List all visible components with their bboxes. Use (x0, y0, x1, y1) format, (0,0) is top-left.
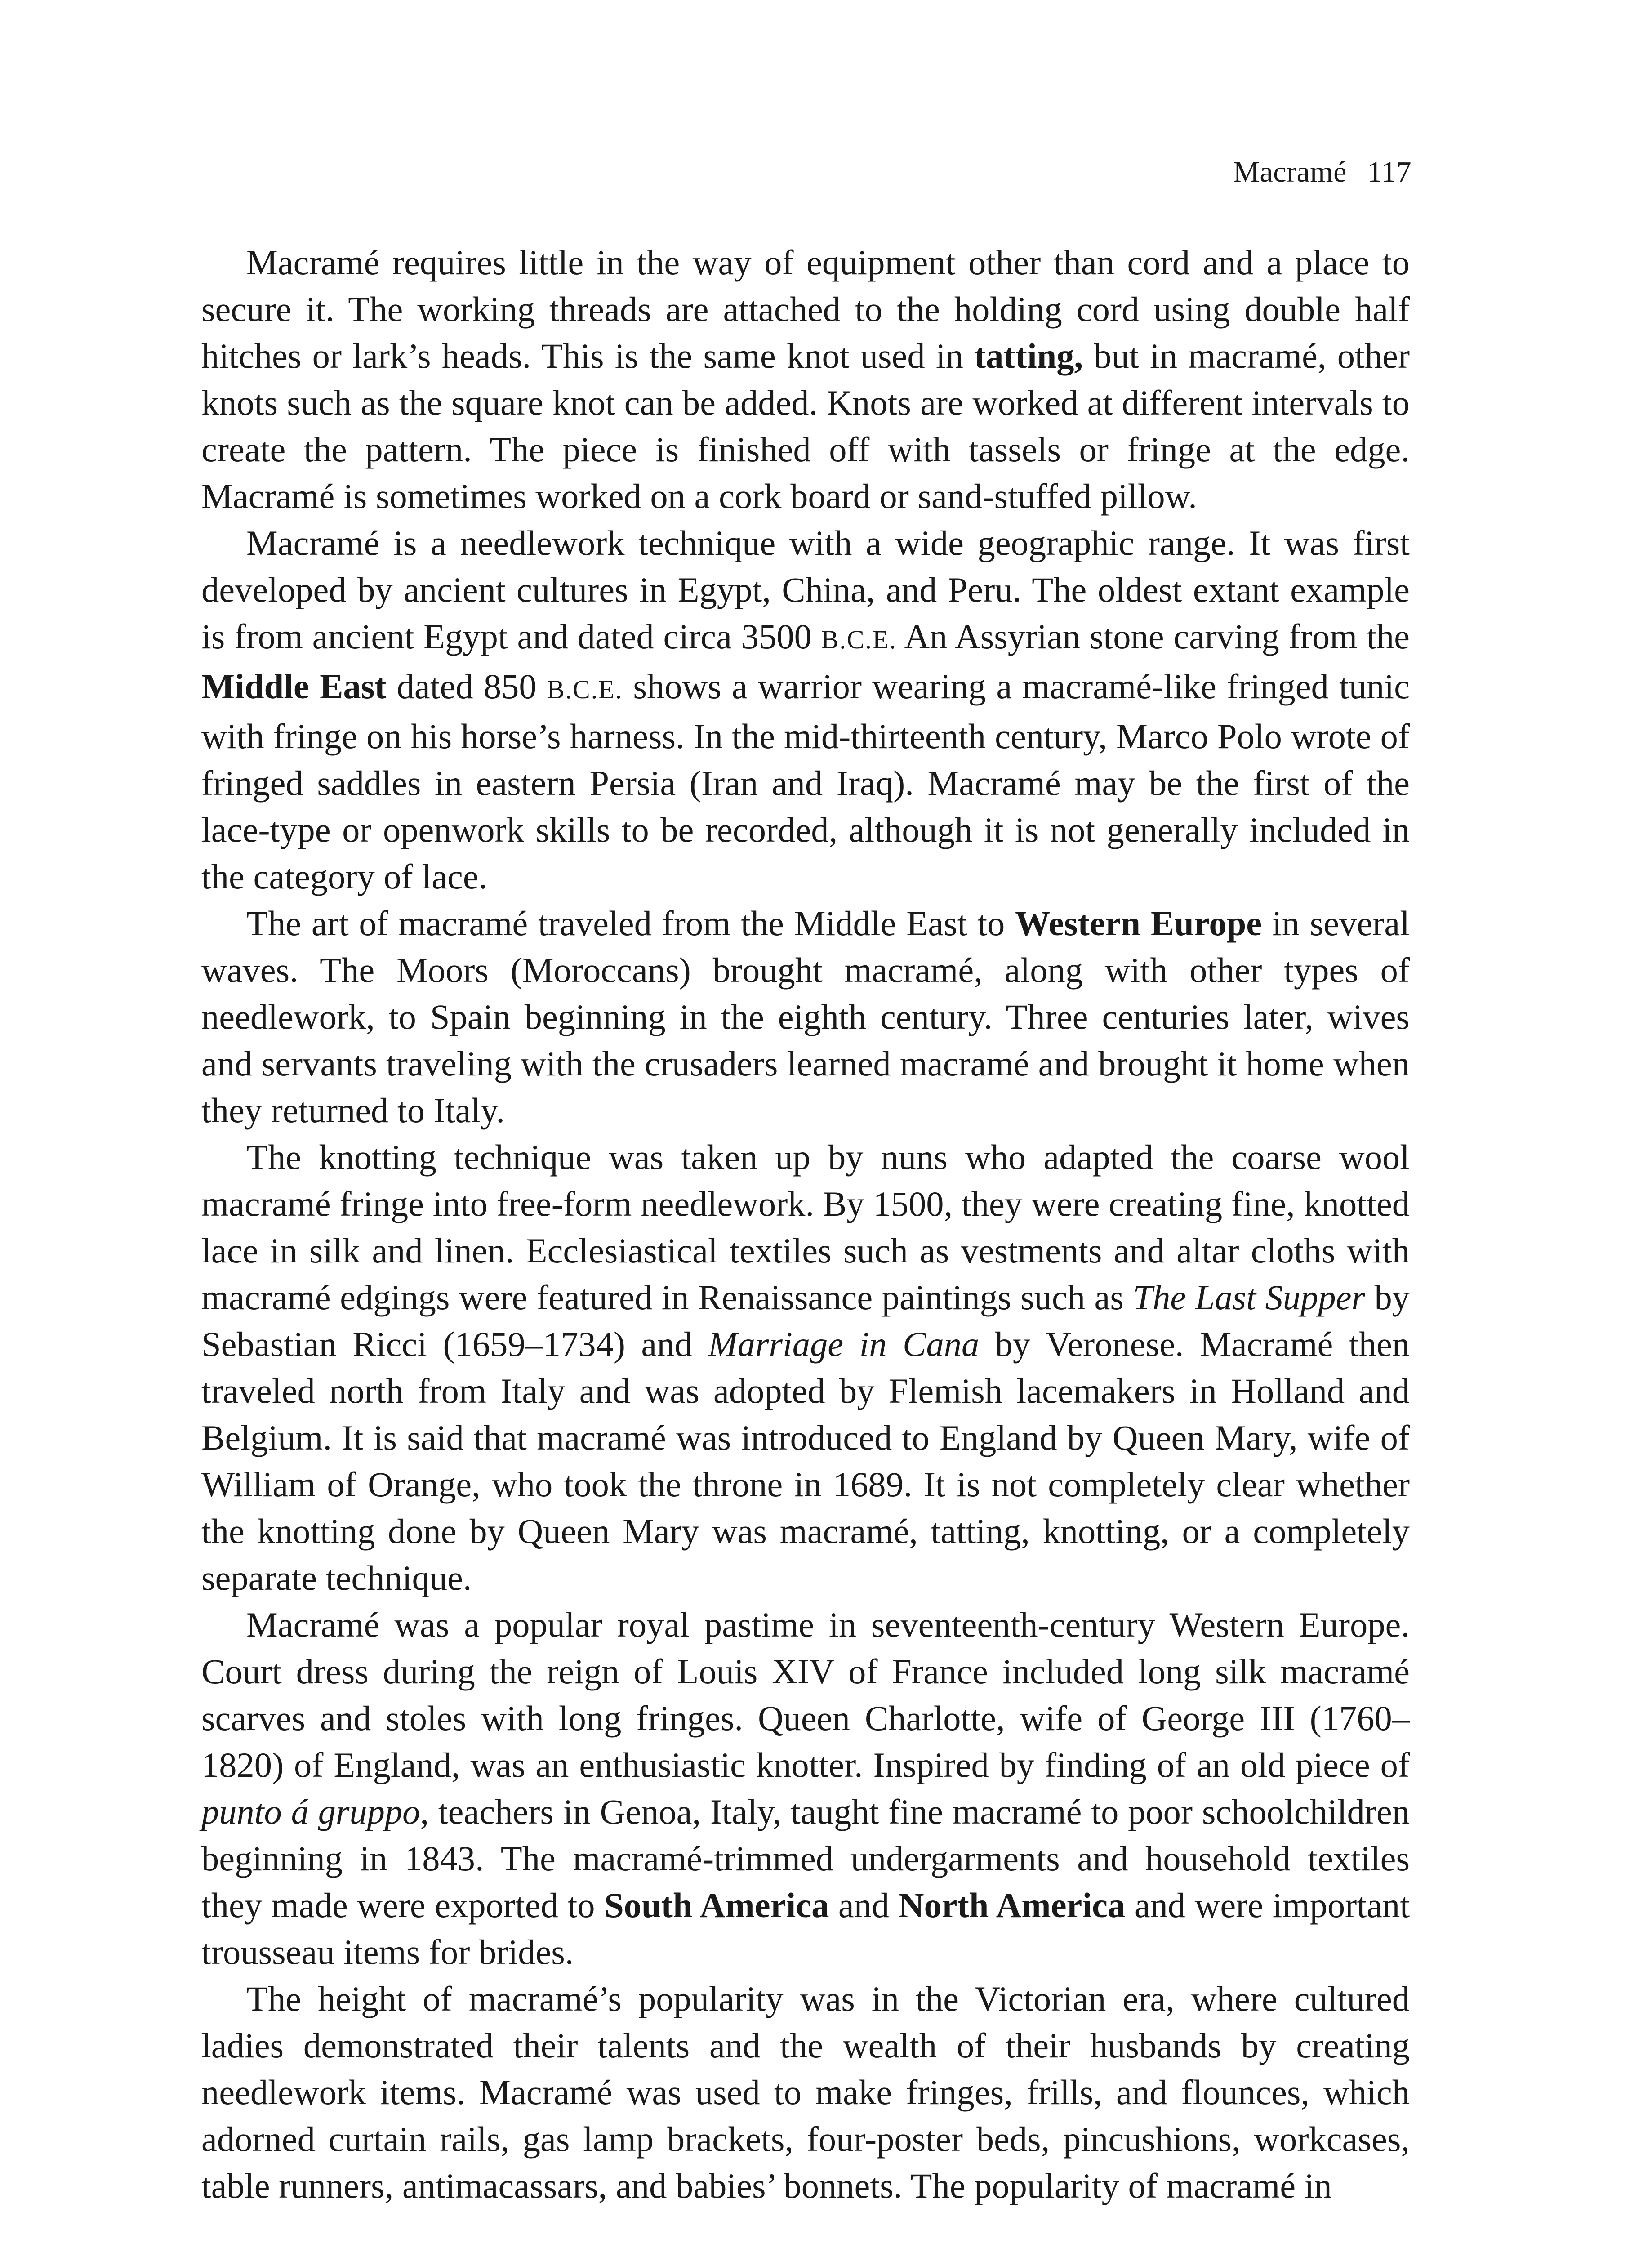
text-run: The knotting technique was taken up by nuns who adapted the coarse wool macramé fringe into free-form needlework. By 1500, they were creating fine, knotted lace in silk and linen. Ecclesiastical textiles such as vestments and altar cloths with macramé edgings were featured in Renaissance paintings such as (201, 1137, 1410, 1317)
text-run: The art of macramé traveled from the Middle East to (246, 904, 1015, 943)
era-abbreviation: B.C.E. (821, 625, 897, 654)
bold-term-tatting: tatting, (974, 336, 1083, 375)
paragraph-royal-pastime (201, 1601, 1410, 1976)
text-run: by Sebastian Ricci (1659–1734) and (201, 1278, 1410, 1364)
italic-title-last-supper: The Last Supper (1133, 1278, 1365, 1317)
text-run: Macramé is a needlework technique with a wide geographic range. It was first developed by ancient cultures in Egypt, China, and Peru. The oldest extant example is from ancient Egypt and dated circa 3500 (201, 523, 1410, 656)
paragraph-equipment (201, 239, 1410, 520)
text-run: and (829, 1886, 899, 1925)
bold-term-western-europe: Western Europe (1015, 904, 1262, 943)
era-abbreviation: B.C.E. (547, 675, 623, 704)
text-run: shows a warrior wearing a macramé-like fringed tunic with fringe on his horse’s harness. In the mid-thirteenth century, Marco Polo wrote of fringed saddles in eastern Persia (Iran and Iraq). Macramé may be the first of the lace-type or openwork skills to be recorded, although it is not generally included in the category of lace. (201, 667, 1410, 896)
text-run: Macramé requires little in the way of equipment other than cord and a place to secure it. The working threads are attached to the holding cord using double half hitches or lark’s heads. This is the same knot used in (201, 243, 1410, 375)
text-run: Macramé was a popular royal pastime in seventeenth-century Western Europe. Court dress during the reign of Louis XIV of France included long silk macramé scarves and stoles with long fringes. Queen Charlotte, wife of George III (1760–1820) of England, was an enthusiastic knotter. Inspired by finding of an old piece of (201, 1605, 1410, 1784)
paragraph-spread-europe (201, 900, 1410, 1134)
text-run: The height of macramé’s popularity was in the Victorian era, where cultured ladies demonstrated their talents and the wealth of their husbands by creating needlework items. Macramé was used to make fringes, frills, and flounces, which adorned curtain rails, gas lamp brackets, four-poster beds, pincushions, workcases, table runners, antimacassars, and babies’ bonnets. The popularity of macramé in (201, 1979, 1410, 2205)
text-run: dated 850 (386, 667, 547, 706)
page-body (201, 239, 1410, 2209)
bold-term-north-america: North America (898, 1886, 1126, 1925)
text-run: but in macramé, other knots such as the square knot can be added. Knots are worked at different intervals to create the pattern. The piece is finished off with tassels or fringe at the edge. Macramé is sometimes worked on a cork board or sand-stuffed pillow. (201, 336, 1410, 516)
italic-term-punto-a-gruppo: punto á gruppo (201, 1792, 420, 1831)
bold-term-middle-east: Middle East (201, 667, 387, 706)
text-run: by Veronese. Macramé then traveled north from Italy and was adopted by Flemish lacemakers in Holland and Belgium. It is said that macramé was introduced to England by Queen Mary, wife of William of Orange, who took the throne in 1689. It is not completely clear whether the knotting done by Queen Mary was macramé, tatting, knotting, or a completely separate technique. (201, 1325, 1410, 1597)
running-head (1233, 157, 1412, 187)
paragraph-nuns-lace (201, 1134, 1410, 1601)
running-title: Macramé (1233, 156, 1347, 188)
text-run: and were important trousseau items for brides. (201, 1886, 1410, 1971)
text-run: , teachers in Genoa, Italy, taught fine macramé to poor schoolchildren beginning in 1843. The macramé-trimmed undergarments and household textiles they made were exported to (201, 1792, 1410, 1925)
bold-term-south-america: South America (604, 1886, 829, 1925)
text-run: An Assyrian stone carving from the (896, 617, 1410, 656)
page-number: 117 (1367, 156, 1412, 188)
paragraph-victorian-era (201, 1976, 1410, 2209)
italic-title-marriage-in-cana: Marriage in Cana (708, 1325, 980, 1364)
paragraph-origins (201, 520, 1410, 900)
text-run: in several waves. The Moors (Moroccans) brought macramé, along with other types of needlework, to Spain beginning in the eighth century. Three centuries later, wives and servants traveling with the crusaders learned macramé and brought it home when they returned to Italy. (201, 904, 1410, 1130)
